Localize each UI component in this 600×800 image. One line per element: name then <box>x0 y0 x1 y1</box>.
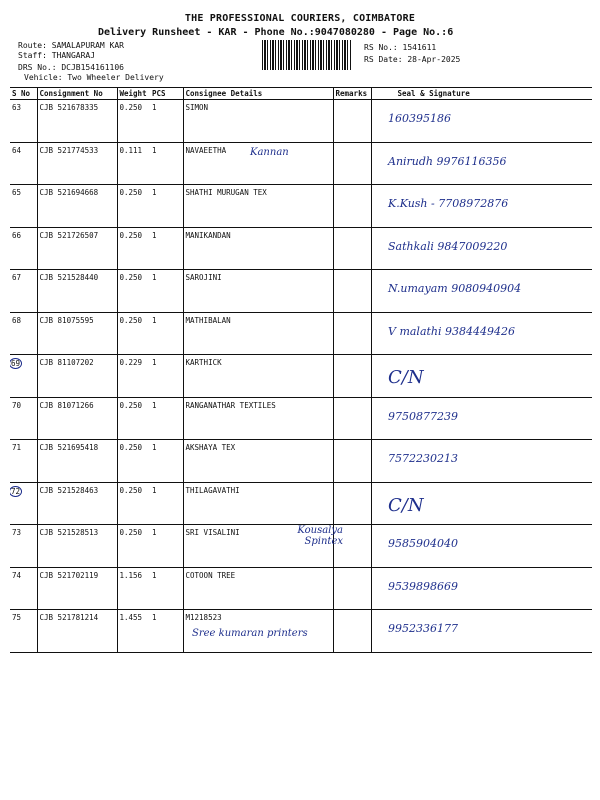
handwritten-signature: C/N <box>388 367 424 388</box>
handwritten-signature: K.Kush - 7708972876 <box>388 197 509 210</box>
consignee-cell: THILAGAVATHI <box>183 482 333 525</box>
handwritten-signature: 9952336177 <box>388 622 458 635</box>
pcs-cell: 1 <box>150 525 183 568</box>
col-consignee: Consignee Details <box>183 88 333 100</box>
pcs-cell: 1 <box>150 270 183 313</box>
handwritten-signature: 7572230213 <box>388 452 458 465</box>
pcs-cell: 1 <box>150 567 183 610</box>
circled-number: 69 <box>11 359 21 368</box>
weight-cell: 0.250 <box>117 397 150 440</box>
cons-cell: CJB 521528463 <box>37 482 117 525</box>
consignee-cell: SIMON <box>183 100 333 143</box>
weight-cell: 0.250 <box>117 312 150 355</box>
consignee-cell: COTOON TREE <box>183 567 333 610</box>
pcs-cell: 1 <box>150 142 183 185</box>
sno-cell: 73 <box>10 525 37 568</box>
sno-cell <box>10 355 37 398</box>
cons-cell: CJB 81075595 <box>37 312 117 355</box>
staff-label: Staff: THANGARAJ <box>18 51 96 60</box>
pcs-cell: 1 <box>150 610 183 653</box>
vehicle-label: Vehicle: Two Wheeler Delivery <box>24 73 164 82</box>
col-pcs: PCS <box>150 88 183 100</box>
runsheet-table <box>10 87 592 653</box>
weight-cell: 0.250 <box>117 482 150 525</box>
remarks-cell <box>333 567 371 610</box>
remarks-cell <box>333 227 371 270</box>
table-row <box>10 355 592 398</box>
pcs-cell: 1 <box>150 397 183 440</box>
table-row <box>10 100 592 143</box>
weight-cell: 1.455 <box>117 610 150 653</box>
weight-cell: 0.250 <box>117 185 150 228</box>
consignee-cell: MATHIBALAN <box>183 312 333 355</box>
remarks-cell <box>333 185 371 228</box>
table-row <box>10 567 592 610</box>
remarks-cell <box>333 482 371 525</box>
pcs-cell: 1 <box>150 482 183 525</box>
weight-cell: 0.250 <box>117 270 150 313</box>
handwritten-signature: N.umayam 9080940904 <box>388 282 522 295</box>
pcs-cell: 1 <box>150 312 183 355</box>
remarks-cell <box>333 270 371 313</box>
consignee-cell: RANGANATHAR TEXTILES <box>183 397 333 440</box>
circled-number: 72 <box>11 486 21 496</box>
document-title: THE PROFESSIONAL COURIERS, COIMBATORE <box>184 13 416 24</box>
handwritten-signature: 9585904040 <box>388 537 458 550</box>
weight-cell: 1.156 <box>117 567 150 610</box>
handwritten-signature: Anirudh 9976116356 <box>388 154 507 168</box>
cons-cell: CJB 521702119 <box>37 567 117 610</box>
sno-cell: 75 <box>10 610 37 653</box>
col-weight: Weight <box>117 88 150 100</box>
handwritten-signature: V malathi 9384449426 <box>388 324 516 338</box>
handwritten-signature: 160395186 <box>388 112 451 125</box>
cons-cell: CJB 521528513 <box>37 525 117 568</box>
sno-cell: 74 <box>10 567 37 610</box>
remarks-cell <box>333 355 371 398</box>
handwritten-signature: Sathkali 9847009220 <box>388 239 508 253</box>
pcs-cell: 1 <box>150 185 183 228</box>
handwritten-note: Kannan <box>250 146 289 158</box>
route-label: Route: SAMALAPURAM KAR <box>18 41 124 50</box>
remarks-cell <box>333 142 371 185</box>
col-signature: Seal & Signature <box>371 88 592 100</box>
cons-cell: CJB 521694668 <box>37 185 117 228</box>
cons-cell: CJB 521774533 <box>37 142 117 185</box>
barcode <box>262 40 352 70</box>
table-row <box>10 397 592 440</box>
consignee-cell: NAVAEETHA <box>183 142 333 185</box>
handwritten-note: Sree kumaran printers <box>192 628 308 639</box>
sno-cell: 67 <box>10 270 37 313</box>
cons-cell: CJB 521695418 <box>37 440 117 483</box>
weight-cell: 0.250 <box>117 100 150 143</box>
remarks-cell <box>333 312 371 355</box>
weight-cell: 0.111 <box>117 142 150 185</box>
sno-cell: 65 <box>10 185 37 228</box>
col-remarks: Remarks <box>333 88 371 100</box>
remarks-cell <box>333 610 371 653</box>
rs-date: RS Date: 28-Apr-2025 <box>364 55 461 64</box>
consignee-cell: MANIKANDAN <box>183 227 333 270</box>
consignee-cell: AKSHAYA TEX <box>183 440 333 483</box>
sno-cell: 66 <box>10 227 37 270</box>
pcs-cell: 1 <box>150 227 183 270</box>
handwritten-signature: 9539898669 <box>388 579 458 593</box>
col-sno: S No <box>10 88 37 100</box>
pcs-cell: 1 <box>150 100 183 143</box>
remarks-cell <box>333 397 371 440</box>
consignee-cell: SRI VISALINI <box>183 525 333 568</box>
remarks-cell <box>333 440 371 483</box>
sno-cell: 71 <box>10 440 37 483</box>
table-row <box>10 482 592 525</box>
sno-cell: 68 <box>10 312 37 355</box>
weight-cell: 0.229 <box>117 355 150 398</box>
col-consignment: Consignment No <box>37 88 117 100</box>
drs-label: DRS No.: DCJB154161106 <box>18 63 124 72</box>
consignee-cell: M1218523 <box>183 610 333 653</box>
remarks-cell <box>333 100 371 143</box>
handwritten-signature: 9750877239 <box>388 409 458 423</box>
cons-cell: CJB 521528440 <box>37 270 117 313</box>
cons-cell: CJB 521678335 <box>37 100 117 143</box>
cons-cell: CJB 81071266 <box>37 397 117 440</box>
document-subtitle: Delivery Runsheet - KAR - Phone No.:9047080280 - Page No.:6 <box>98 27 454 38</box>
sno-cell: 70 <box>10 397 37 440</box>
consignee-cell: SHATHI MURUGAN TEX <box>183 185 333 228</box>
weight-cell: 0.250 <box>117 227 150 270</box>
pcs-cell: 1 <box>150 440 183 483</box>
handwritten-signature: C/N <box>388 494 424 516</box>
handwritten-note: Kousalya Spintex <box>297 525 343 547</box>
cons-cell: CJB 81107202 <box>37 355 117 398</box>
table-header-row <box>10 88 592 100</box>
cons-cell: CJB 521726507 <box>37 227 117 270</box>
table-row <box>10 440 592 483</box>
cons-cell: CJB 521781214 <box>37 610 117 653</box>
pcs-cell: 1 <box>150 355 183 398</box>
sno-cell: 64 <box>10 142 37 185</box>
weight-cell: 0.250 <box>117 440 150 483</box>
sno-cell <box>10 482 37 525</box>
rs-number: RS No.: 1541611 <box>364 43 437 52</box>
consignee-cell: KARTHICK <box>183 355 333 398</box>
weight-cell: 0.250 <box>117 525 150 568</box>
sno-cell: 63 <box>10 100 37 143</box>
consignee-cell: SAROJINI <box>183 270 333 313</box>
